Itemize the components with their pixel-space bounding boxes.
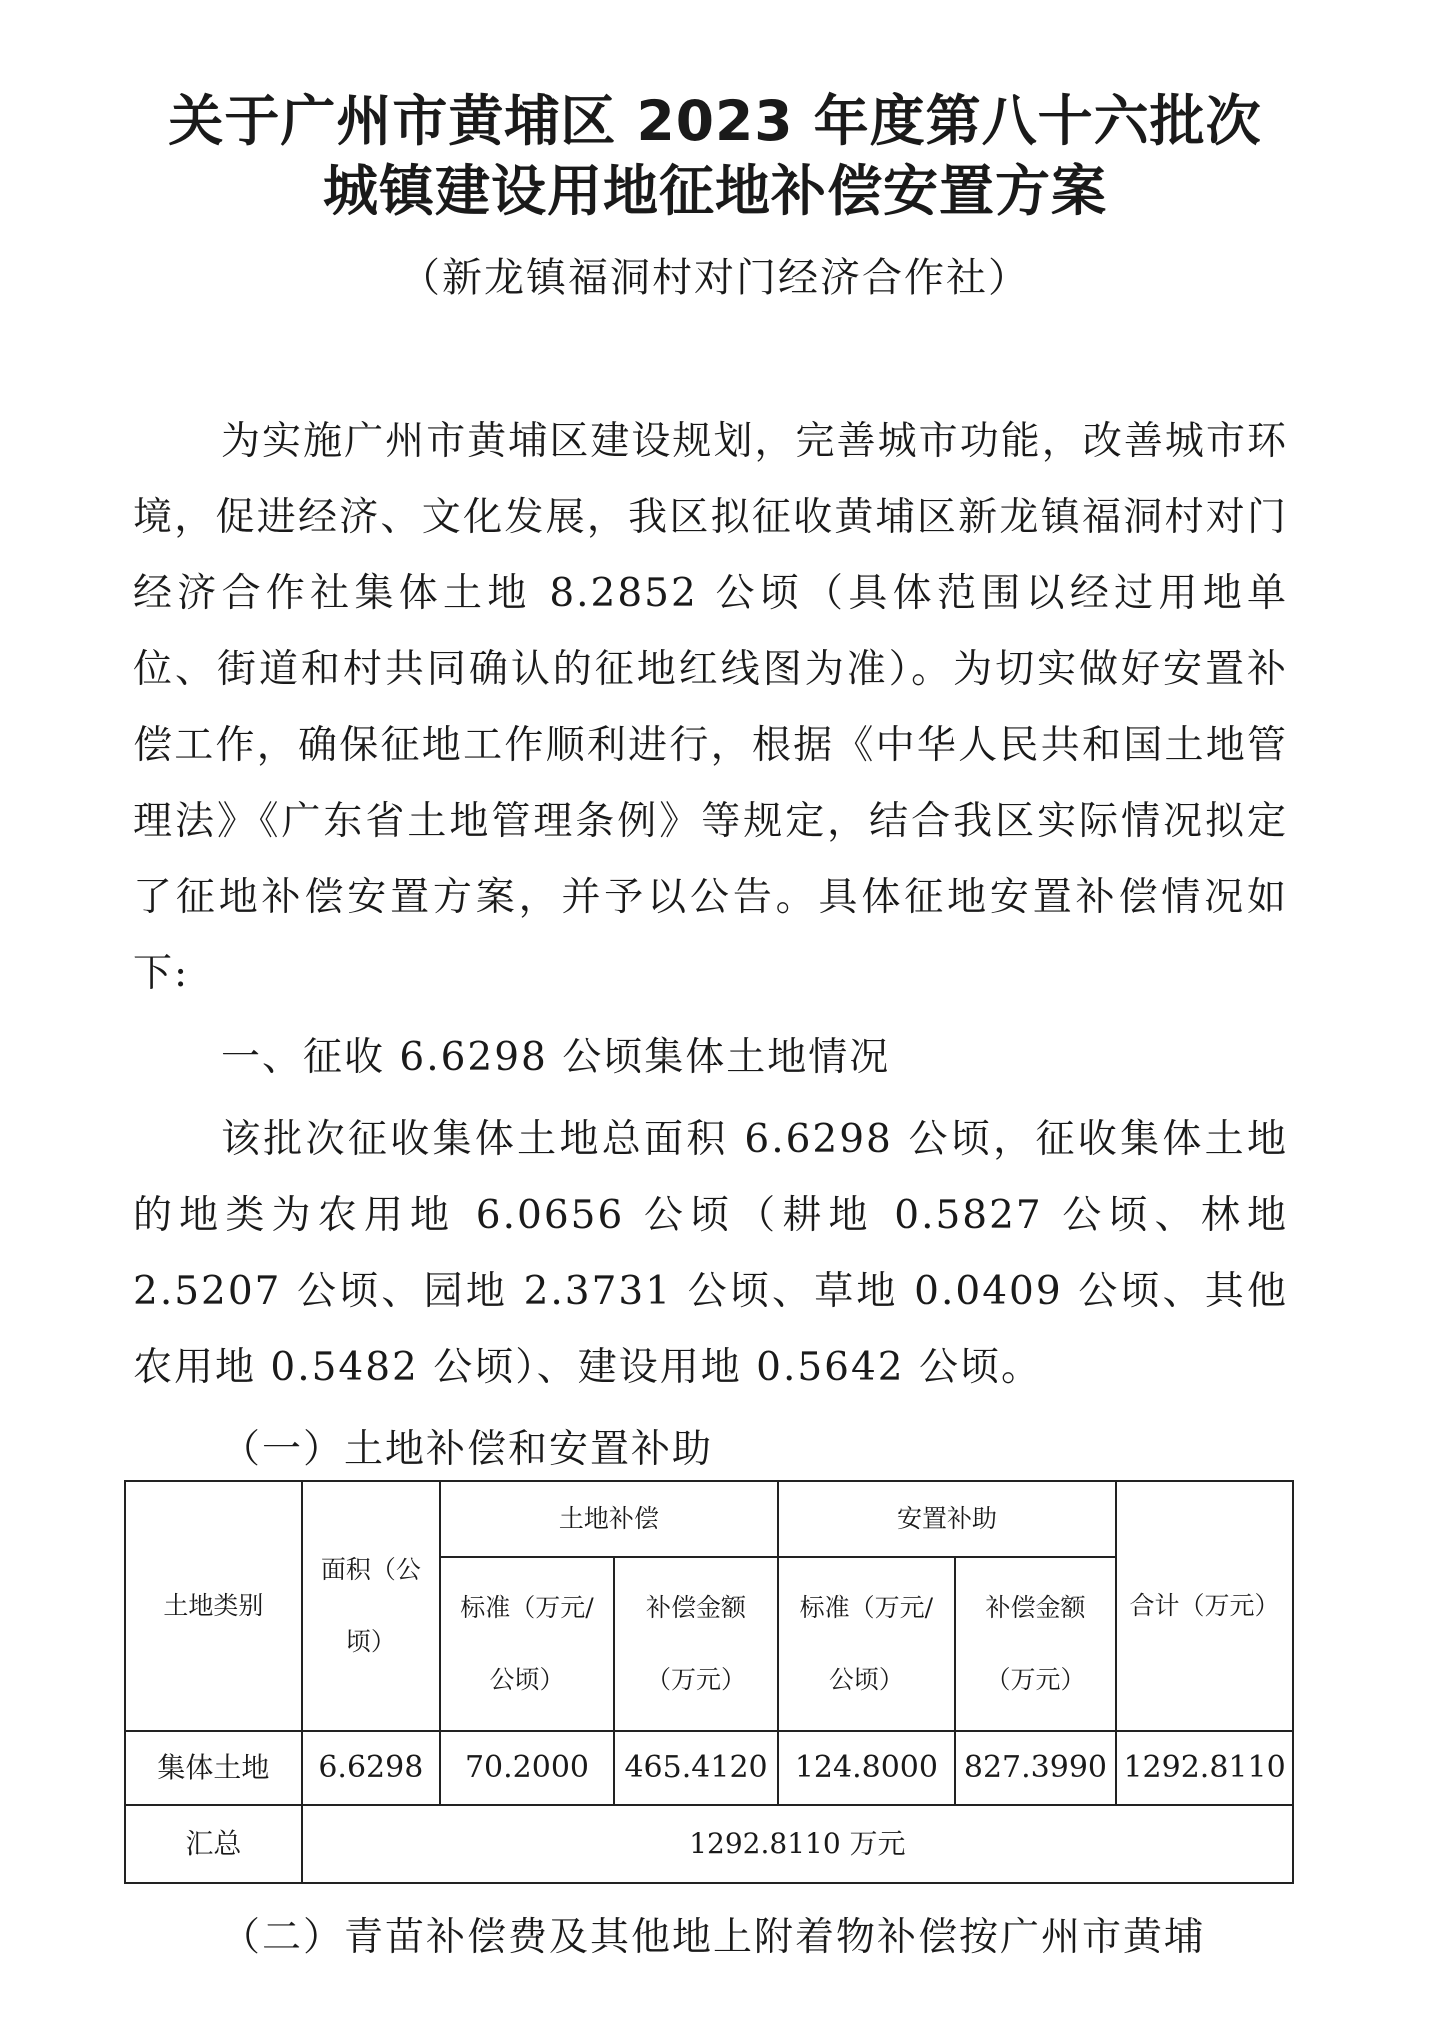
header-resettle-amount-line2: （万元） — [985, 1665, 1086, 1694]
header-area-line1: 面积（公 — [320, 1555, 421, 1584]
header-land-amount-line1: 补偿金额 — [646, 1593, 747, 1622]
doc-title-line2: 城镇建设用地征地补偿安置方案 — [322, 159, 1107, 223]
subsection2-heading: （二）青苗补偿费及其他地上附着物补偿按广州市黄埔 — [221, 1915, 1206, 1960]
summary-label: 汇总 — [125, 1805, 302, 1883]
cell-land-type: 集体土地 — [125, 1731, 302, 1805]
compensation-table — [124, 1480, 1294, 1884]
summary-value: 1292.8110 万元 — [302, 1805, 1293, 1883]
table-row — [125, 1731, 1293, 1805]
header-area-line2: 顷） — [345, 1627, 396, 1656]
header-land-standard — [440, 1557, 614, 1731]
cell-total: 1292.8110 — [1116, 1731, 1293, 1805]
intro-paragraph: 为实施广州市黄埔区建设规划，完善城市功能，改善城市环境，促进经济、文化发展，我区拟征收黄埔区新龙镇福洞村对门经济合作社集体土地 8.2852 公顷（具体范围以经过用地单位、街道和村共同确认的征地红线图为准）。为切实做好安置补偿工作，确保征地工作顺利进行，根据《中华人民共和国土地管理法》《广东省土地管理条例》等规定，结合我区实际情况拟定了征地补偿安置方案，并予以公告。具体征地安置补偿情况如下: — [133, 419, 1288, 996]
header-resettle-standard-line1: 标准（万元/ — [799, 1593, 934, 1622]
cell-land-standard: 70.2000 — [440, 1731, 614, 1805]
doc-subtitle: （新龙镇福洞村对门经济合作社） — [400, 255, 1030, 301]
cell-area: 6.6298 — [302, 1731, 440, 1805]
header-resettlement-subsidy: 安置补助 — [778, 1481, 1116, 1557]
header-land-type: 土地类别 — [125, 1481, 302, 1731]
section1-paragraph: 该批次征收集体土地总面积 6.6298 公顷，征收集体土地的地类为农用地 6.0656 公顷（耕地 0.5827 公顷、林地 2.5207 公顷、园地 2.3731 公顷、草地 0.0409 公顷、其他农用地 0.5482 公顷）、建设用地 0.5642 公顷。 — [133, 1117, 1288, 1390]
doc-title-line1: 关于广州市黄埔区 2023 年度第八十六批次 — [168, 89, 1262, 153]
cell-land-amount: 465.4120 — [614, 1731, 778, 1805]
header-resettle-standard-line2: 公顷） — [828, 1665, 904, 1694]
header-land-standard-line1: 标准（万元/ — [460, 1593, 594, 1622]
summary-row — [125, 1805, 1293, 1883]
header-resettle-amount — [955, 1557, 1116, 1731]
header-land-compensation: 土地补偿 — [440, 1481, 778, 1557]
subsection1-heading: （一）土地补偿和安置补助 — [221, 1427, 714, 1472]
header-total: 合计（万元） — [1116, 1481, 1293, 1731]
header-area — [302, 1481, 440, 1731]
header-land-amount — [614, 1557, 778, 1731]
cell-resettle-standard: 124.8000 — [778, 1731, 955, 1805]
header-land-standard-line2: 公顷） — [489, 1665, 565, 1694]
header-resettle-standard — [778, 1557, 955, 1731]
header-land-amount-line2: （万元） — [646, 1665, 747, 1694]
section1-heading: 一、征收 6.6298 公顷集体土地情况 — [221, 1035, 891, 1080]
header-resettle-amount-line1: 补偿金额 — [985, 1593, 1086, 1622]
cell-resettle-amount: 827.3990 — [955, 1731, 1116, 1805]
